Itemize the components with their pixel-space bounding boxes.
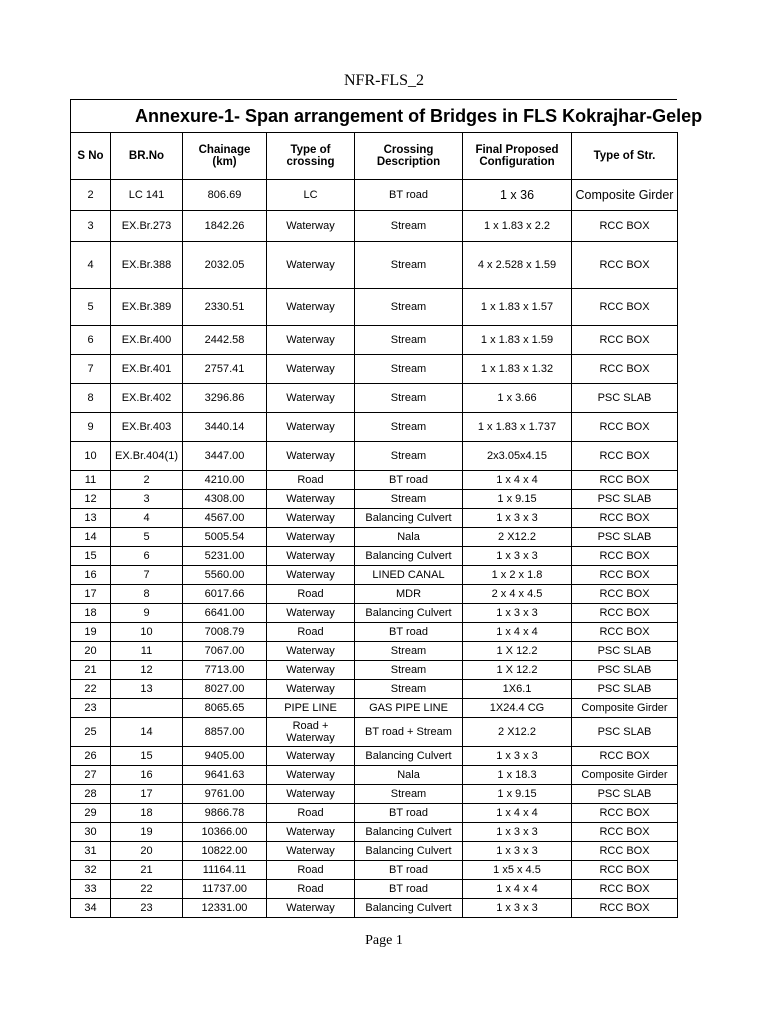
table-cell: Composite Girder [572, 766, 678, 785]
table-cell: 5231.00 [183, 547, 267, 566]
table-cell: 1 x 4 x 4 [463, 804, 572, 823]
table-row [71, 566, 678, 585]
table-cell: Stream [355, 211, 463, 242]
table-cell: LC [267, 180, 355, 211]
table-cell: 19 [111, 823, 183, 842]
table-cell: Waterway [267, 747, 355, 766]
table-cell: 2 [111, 471, 183, 490]
table-cell: 11 [111, 642, 183, 661]
table-cell: Waterway [267, 355, 355, 384]
table-cell: PSC SLAB [572, 661, 678, 680]
table-cell: 23 [111, 899, 183, 918]
column-header: Crossing Description [355, 133, 463, 180]
table-row [71, 623, 678, 642]
table-cell: 1 x 3.66 [463, 384, 572, 413]
table-cell: EX.Br.404(1) [111, 442, 183, 471]
table-cell: Stream [355, 642, 463, 661]
table-cell: 12331.00 [183, 899, 267, 918]
table-cell: Stream [355, 289, 463, 326]
table-cell: 15 [111, 747, 183, 766]
column-header: BR.No [111, 133, 183, 180]
table-cell: 1 x 4 x 4 [463, 623, 572, 642]
table-cell: Waterway [267, 326, 355, 355]
table-cell: 20 [111, 842, 183, 861]
table-cell: 3296.86 [183, 384, 267, 413]
table-cell: 10 [71, 442, 111, 471]
table-cell: Waterway [267, 823, 355, 842]
table-cell: LC 141 [111, 180, 183, 211]
table-cell: 1842.26 [183, 211, 267, 242]
table-cell: 4308.00 [183, 490, 267, 509]
table-cell: 15 [71, 547, 111, 566]
table-cell: PSC SLAB [572, 642, 678, 661]
table-cell: 1 x 3 x 3 [463, 842, 572, 861]
table-cell: 2032.05 [183, 242, 267, 289]
table-cell: GAS PIPE LINE [355, 699, 463, 718]
table-cell: Stream [355, 442, 463, 471]
table-cell: LINED CANAL [355, 566, 463, 585]
table-cell: 806.69 [183, 180, 267, 211]
table-row [71, 490, 678, 509]
table-cell: 25 [71, 718, 111, 747]
table-cell: RCC BOX [572, 326, 678, 355]
table-cell: 9405.00 [183, 747, 267, 766]
table-cell: RCC BOX [572, 442, 678, 471]
table-cell: 1 x 18.3 [463, 766, 572, 785]
table-cell: Waterway [267, 842, 355, 861]
table-cell: EX.Br.400 [111, 326, 183, 355]
table-cell: 2 [71, 180, 111, 211]
table-cell: PSC SLAB [572, 528, 678, 547]
table-cell: 1 x 3 x 3 [463, 547, 572, 566]
table-cell: Waterway [267, 766, 355, 785]
table-cell: 10 [111, 623, 183, 642]
table-cell: 8 [71, 384, 111, 413]
table-cell: 18 [71, 604, 111, 623]
table-cell: RCC BOX [572, 804, 678, 823]
table-cell: RCC BOX [572, 861, 678, 880]
table-cell: Waterway [267, 242, 355, 289]
table-cell: 5 [71, 289, 111, 326]
table-cell: 7713.00 [183, 661, 267, 680]
table-row [71, 680, 678, 699]
table-cell: PSC SLAB [572, 718, 678, 747]
table-cell: EX.Br.388 [111, 242, 183, 289]
table-row [71, 718, 678, 747]
table-cell: 4 x 2.528 x 1.59 [463, 242, 572, 289]
table-cell: 1 x5 x 4.5 [463, 861, 572, 880]
table-cell: Road [267, 804, 355, 823]
table-cell: 21 [111, 861, 183, 880]
table-cell: Waterway [267, 604, 355, 623]
table-row [71, 509, 678, 528]
table-cell: RCC BOX [572, 547, 678, 566]
table-cell: Balancing Culvert [355, 747, 463, 766]
table-cell: 10822.00 [183, 842, 267, 861]
table-cell: 1 x 1.83 x 2.2 [463, 211, 572, 242]
table-cell: 3440.14 [183, 413, 267, 442]
table-cell: Road [267, 880, 355, 899]
table-cell: 2757.41 [183, 355, 267, 384]
table-cell: RCC BOX [572, 604, 678, 623]
table-cell: 2 X12.2 [463, 528, 572, 547]
table-cell: 5005.54 [183, 528, 267, 547]
table-cell: Stream [355, 326, 463, 355]
table-cell: Road [267, 861, 355, 880]
table-cell: Balancing Culvert [355, 604, 463, 623]
table-cell: 6017.66 [183, 585, 267, 604]
table-cell: 1 x 3 x 3 [463, 509, 572, 528]
table-cell: 9641.63 [183, 766, 267, 785]
table-cell: Balancing Culvert [355, 899, 463, 918]
table-cell: EX.Br.273 [111, 211, 183, 242]
table-row [71, 785, 678, 804]
table-cell: RCC BOX [572, 747, 678, 766]
table-cell: Waterway [267, 661, 355, 680]
table-title-row [70, 99, 703, 132]
table-cell: 8857.00 [183, 718, 267, 747]
table-cell: Road + Waterway [267, 718, 355, 747]
table-cell: Waterway [267, 442, 355, 471]
table-cell: BT road [355, 804, 463, 823]
table-cell: Road [267, 471, 355, 490]
table-cell: Stream [355, 355, 463, 384]
table-row [71, 289, 678, 326]
table-row [71, 604, 678, 623]
table-body [71, 180, 678, 918]
table-cell: 20 [71, 642, 111, 661]
table-cell: 1 x 3 x 3 [463, 604, 572, 623]
column-header: Final Proposed Configuration [463, 133, 572, 180]
table-cell: 11737.00 [183, 880, 267, 899]
table-cell: 16 [111, 766, 183, 785]
table-cell: 1 X 12.2 [463, 661, 572, 680]
table-cell: 22 [111, 880, 183, 899]
table-cell: 27 [71, 766, 111, 785]
table-cell: Waterway [267, 680, 355, 699]
table-cell: EX.Br.403 [111, 413, 183, 442]
table-cell: RCC BOX [572, 413, 678, 442]
table-row [71, 823, 678, 842]
table-cell: Balancing Culvert [355, 842, 463, 861]
table-cell: 6 [111, 547, 183, 566]
table-cell: 14 [71, 528, 111, 547]
table-cell: 1 x 1.83 x 1.737 [463, 413, 572, 442]
table-cell: Stream [355, 242, 463, 289]
table-cell: RCC BOX [572, 842, 678, 861]
span-arrangement-table [70, 132, 678, 918]
table-cell: 1X6.1 [463, 680, 572, 699]
table-cell: 4 [111, 509, 183, 528]
table-cell: 33 [71, 880, 111, 899]
table-row [71, 699, 678, 718]
table-cell: 1 x 9.15 [463, 785, 572, 804]
table-cell: Stream [355, 490, 463, 509]
table-cell: Composite Girder [572, 180, 678, 211]
table-cell: BT road [355, 880, 463, 899]
table-cell: RCC BOX [572, 880, 678, 899]
table-cell: 34 [71, 899, 111, 918]
page-header: NFR-FLS_2 [343, 72, 425, 89]
table-cell: RCC BOX [572, 623, 678, 642]
table-cell: PSC SLAB [572, 490, 678, 509]
column-header: Type of Str. [572, 133, 678, 180]
table-cell: RCC BOX [572, 585, 678, 604]
table-cell: Waterway [267, 528, 355, 547]
table-cell: BT road [355, 471, 463, 490]
table-cell: 1 x 3 x 3 [463, 899, 572, 918]
table-cell: EX.Br.401 [111, 355, 183, 384]
table-row [71, 211, 678, 242]
table-cell: 12 [111, 661, 183, 680]
table-cell: Nala [355, 766, 463, 785]
table-row [71, 528, 678, 547]
table-cell: Waterway [267, 785, 355, 804]
table-cell: RCC BOX [572, 289, 678, 326]
table-cell: 7067.00 [183, 642, 267, 661]
table-cell: 29 [71, 804, 111, 823]
table-cell: 4 [71, 242, 111, 289]
table-cell: 1 x 3 x 3 [463, 747, 572, 766]
table-cell: Waterway [267, 566, 355, 585]
table-cell: 23 [71, 699, 111, 718]
table-cell: 10366.00 [183, 823, 267, 842]
table-row [71, 899, 678, 918]
table-cell: 2x3.05x4.15 [463, 442, 572, 471]
table-cell: Stream [355, 680, 463, 699]
table-cell: Balancing Culvert [355, 509, 463, 528]
table-cell: BT road [355, 861, 463, 880]
table-cell: RCC BOX [572, 471, 678, 490]
table-cell: 9761.00 [183, 785, 267, 804]
table-row [71, 547, 678, 566]
table-cell: PSC SLAB [572, 384, 678, 413]
table-cell: BT road [355, 623, 463, 642]
table-cell: 13 [111, 680, 183, 699]
table-cell: Balancing Culvert [355, 823, 463, 842]
table-cell: BT road [355, 180, 463, 211]
table-cell: 9 [71, 413, 111, 442]
table-cell: Stream [355, 785, 463, 804]
table-cell [111, 699, 183, 718]
table-cell: 11164.11 [183, 861, 267, 880]
table-cell: 8 [111, 585, 183, 604]
table-cell: 1 x 2 x 1.8 [463, 566, 572, 585]
table-cell: Waterway [267, 289, 355, 326]
table-cell: Waterway [267, 413, 355, 442]
table-cell: RCC BOX [572, 211, 678, 242]
table-cell: 32 [71, 861, 111, 880]
table-row [71, 242, 678, 289]
table-cell: Road [267, 623, 355, 642]
table-cell: 17 [71, 585, 111, 604]
table-cell: RCC BOX [572, 566, 678, 585]
table-row [71, 766, 678, 785]
table-row [71, 842, 678, 861]
table-row [71, 180, 678, 211]
table-row [71, 661, 678, 680]
table-row [71, 804, 678, 823]
table-cell: RCC BOX [572, 242, 678, 289]
table-cell: 4210.00 [183, 471, 267, 490]
table-cell: 1 x 3 x 3 [463, 823, 572, 842]
table-cell: 1 X 12.2 [463, 642, 572, 661]
table-title: Annexure-1- Span arrangement of Bridges in FLS Kokrajhar-Gelep [135, 106, 703, 126]
table-row [71, 355, 678, 384]
table-cell: 19 [71, 623, 111, 642]
table-cell: 13 [71, 509, 111, 528]
table-cell: 2 x 4 x 4.5 [463, 585, 572, 604]
table-cell: 1 x 1.83 x 1.32 [463, 355, 572, 384]
table-row [71, 585, 678, 604]
column-header: Type of crossing [267, 133, 355, 180]
table-row [71, 326, 678, 355]
table-cell: EX.Br.402 [111, 384, 183, 413]
table-cell: Waterway [267, 384, 355, 413]
table-cell: 9866.78 [183, 804, 267, 823]
table-cell: 18 [111, 804, 183, 823]
table-cell: 14 [111, 718, 183, 747]
table-cell: 1X24.4 CG [463, 699, 572, 718]
table-cell: 8065.65 [183, 699, 267, 718]
column-header: Chainage (km) [183, 133, 267, 180]
table-cell: EX.Br.389 [111, 289, 183, 326]
table-cell: Waterway [267, 211, 355, 242]
table-row [71, 747, 678, 766]
table-cell: Balancing Culvert [355, 547, 463, 566]
table-cell: Composite Girder [572, 699, 678, 718]
table-row [71, 384, 678, 413]
table-cell: 6 [71, 326, 111, 355]
table-cell: 16 [71, 566, 111, 585]
table-cell: 1 x 1.83 x 1.59 [463, 326, 572, 355]
table-cell: 1 x 4 x 4 [463, 471, 572, 490]
table-cell: 5 [111, 528, 183, 547]
table-cell: BT road + Stream [355, 718, 463, 747]
table-cell: 28 [71, 785, 111, 804]
table-cell: Road [267, 585, 355, 604]
table-cell: 2 X12.2 [463, 718, 572, 747]
table-cell: 17 [111, 785, 183, 804]
table-cell: Nala [355, 528, 463, 547]
table-row [71, 861, 678, 880]
table-cell: 6641.00 [183, 604, 267, 623]
table-cell: 22 [71, 680, 111, 699]
table-cell: 8027.00 [183, 680, 267, 699]
table-cell: 4567.00 [183, 509, 267, 528]
span-arrangement-table-wrap [70, 99, 703, 918]
table-cell: RCC BOX [572, 355, 678, 384]
table-cell: PSC SLAB [572, 680, 678, 699]
table-header-row [71, 133, 678, 180]
table-row [71, 413, 678, 442]
table-cell: 1 x 1.83 x 1.57 [463, 289, 572, 326]
table-cell: 5560.00 [183, 566, 267, 585]
table-cell: 7008.79 [183, 623, 267, 642]
table-cell: PIPE LINE [267, 699, 355, 718]
table-cell: 2330.51 [183, 289, 267, 326]
table-row [71, 471, 678, 490]
table-row [71, 642, 678, 661]
table-cell: Waterway [267, 509, 355, 528]
table-cell: 3447.00 [183, 442, 267, 471]
table-cell: 26 [71, 747, 111, 766]
table-cell: 7 [71, 355, 111, 384]
table-cell: Waterway [267, 642, 355, 661]
table-row [71, 880, 678, 899]
table-cell: 12 [71, 490, 111, 509]
table-cell: 1 x 36 [463, 180, 572, 211]
table-cell: 3 [71, 211, 111, 242]
table-cell: 1 x 4 x 4 [463, 880, 572, 899]
table-cell: 7 [111, 566, 183, 585]
table-cell: MDR [355, 585, 463, 604]
table-cell: 9 [111, 604, 183, 623]
table-cell: 30 [71, 823, 111, 842]
table-cell: 1 x 9.15 [463, 490, 572, 509]
table-cell: 31 [71, 842, 111, 861]
page-footer: Page 1 [365, 933, 403, 948]
table-cell: PSC SLAB [572, 785, 678, 804]
table-cell: 2442.58 [183, 326, 267, 355]
table-cell: Waterway [267, 899, 355, 918]
table-cell: Stream [355, 661, 463, 680]
table-cell: Waterway [267, 490, 355, 509]
table-cell: 11 [71, 471, 111, 490]
table-row [71, 442, 678, 471]
table-cell: RCC BOX [572, 899, 678, 918]
table-cell: Stream [355, 413, 463, 442]
table-cell: 21 [71, 661, 111, 680]
table-cell: RCC BOX [572, 509, 678, 528]
table-cell: Waterway [267, 547, 355, 566]
table-cell: 3 [111, 490, 183, 509]
table-cell: RCC BOX [572, 823, 678, 842]
table-cell: Stream [355, 384, 463, 413]
column-header: S No [71, 133, 111, 180]
